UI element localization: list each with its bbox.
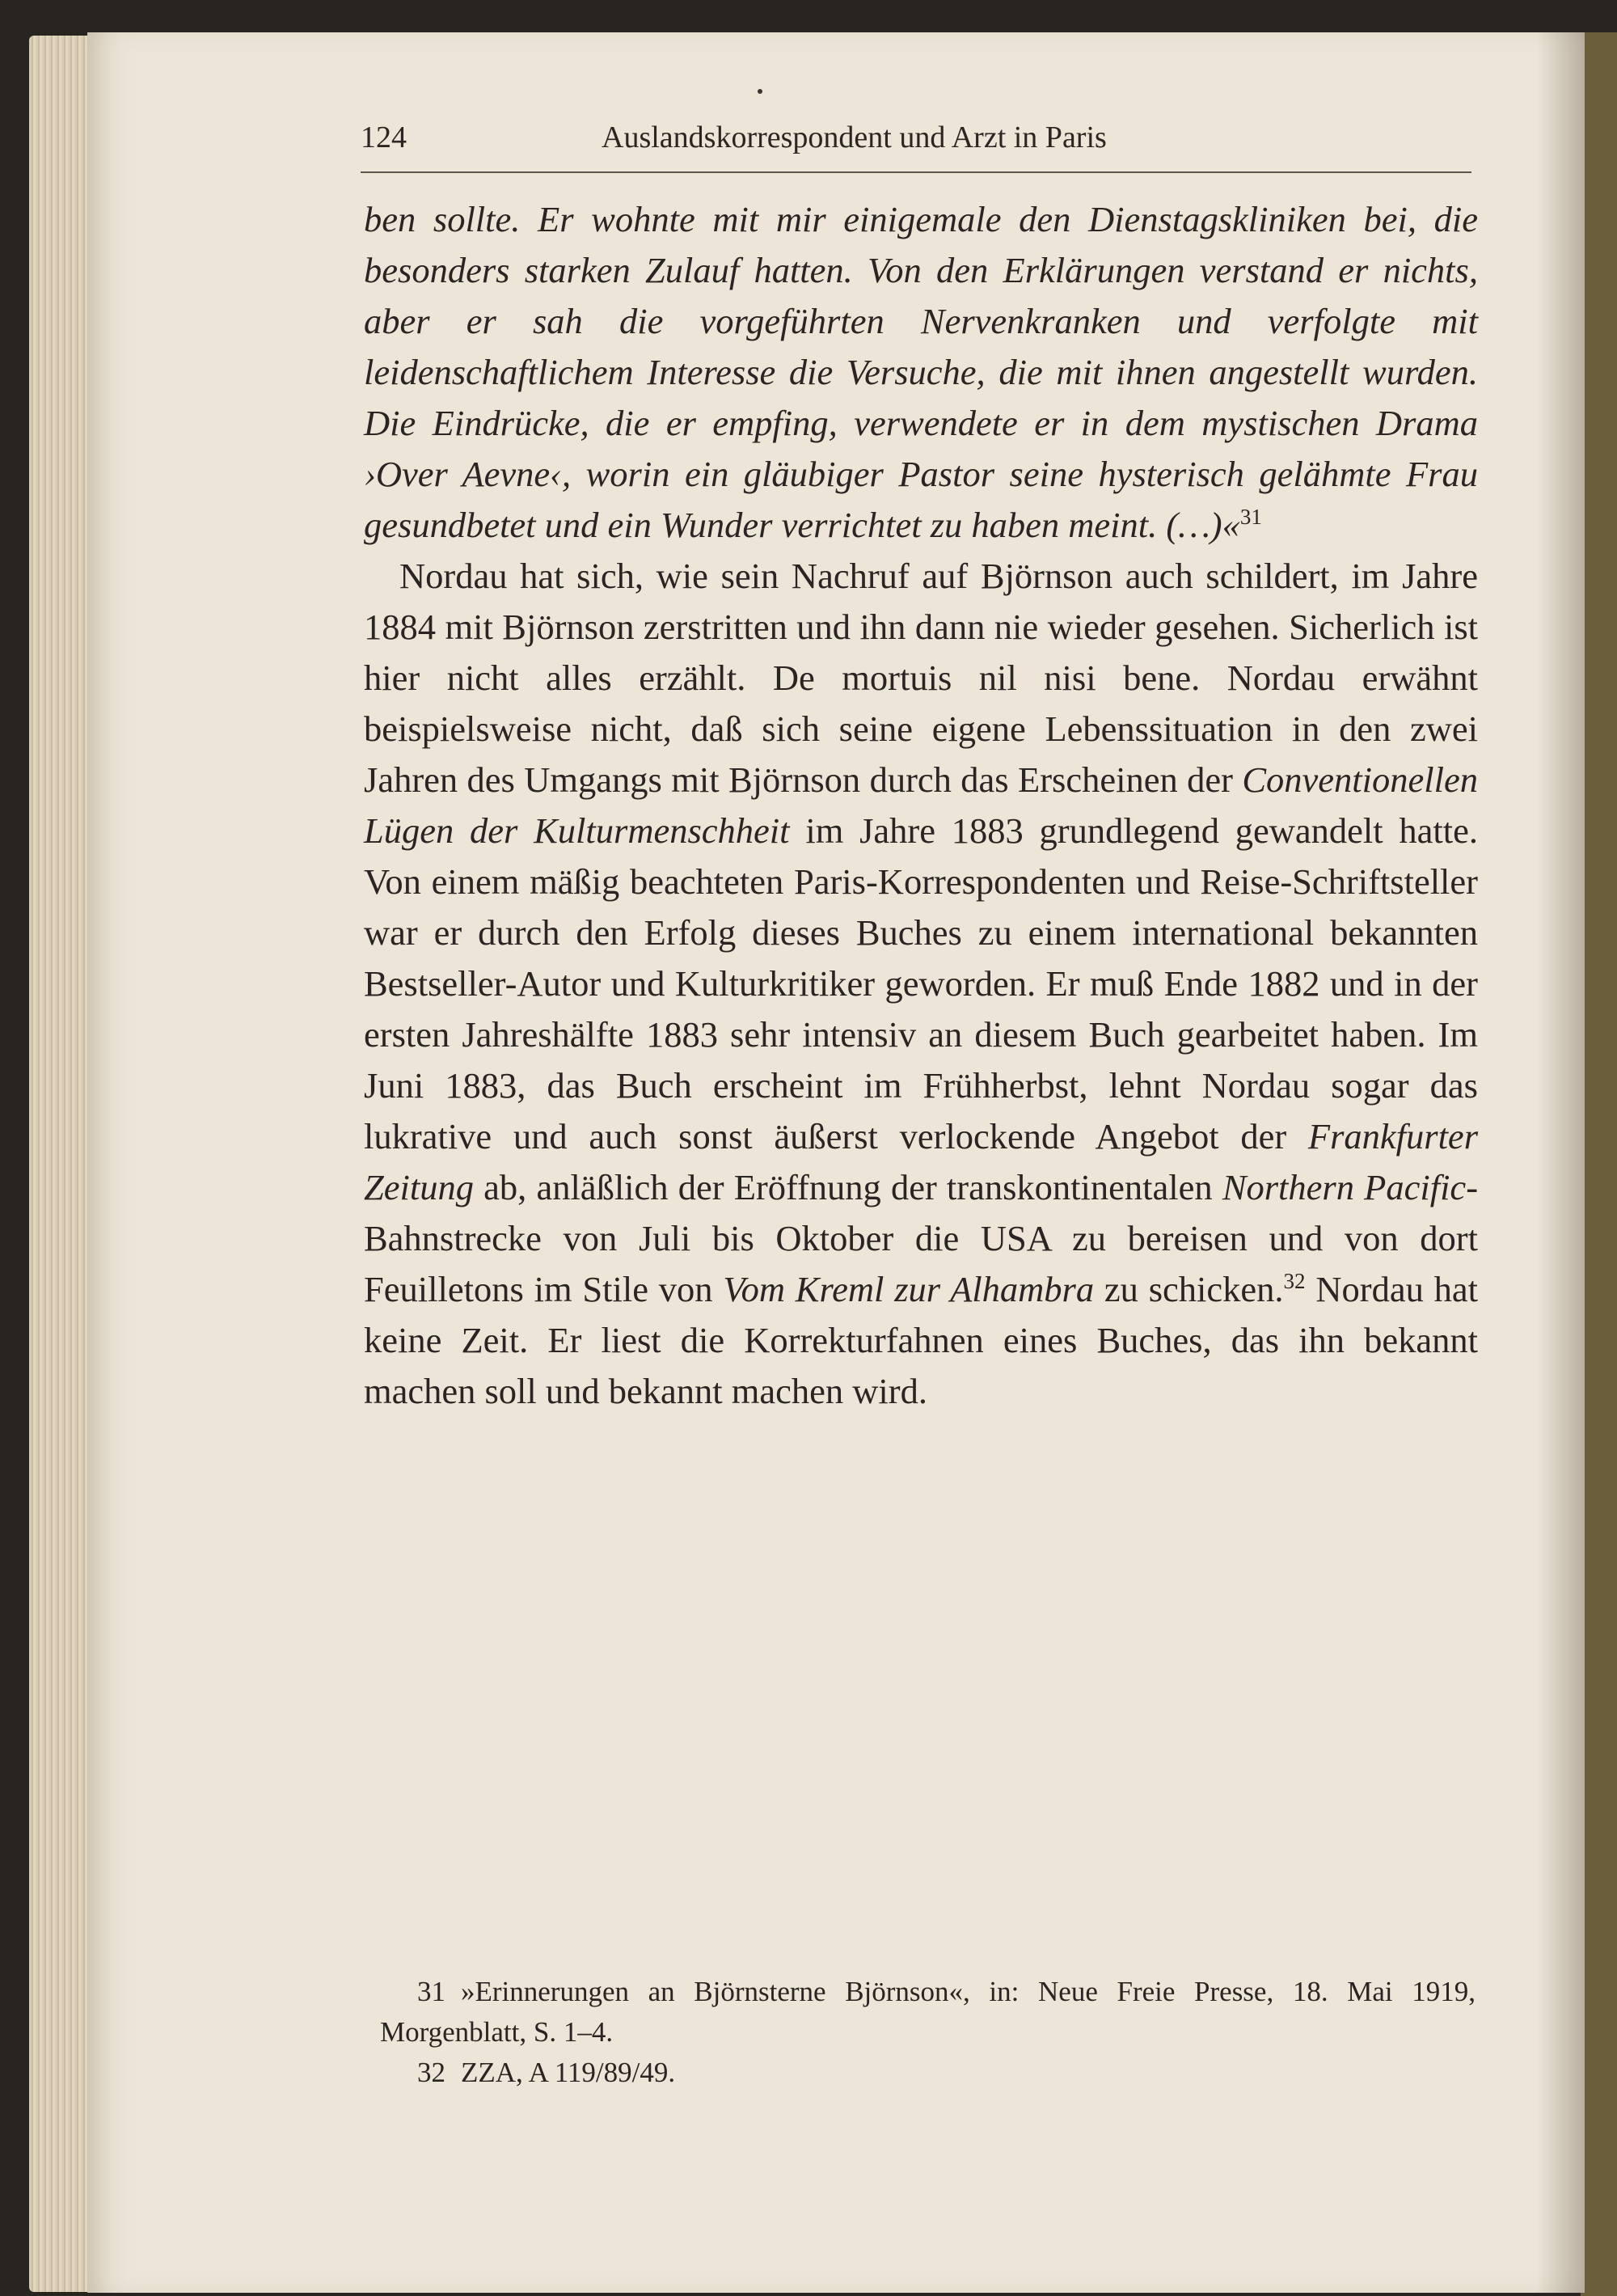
- footnote: [380, 1972, 1476, 2053]
- footnote-text: »Erinnerungen an Björnsterne Björnson«, in: Neue Freie Presse, 18. Mai 1919, Morgenblatt, S. 1–4.: [380, 1976, 1476, 2048]
- newspaper-title-italic: Frankfurter Zeitung: [364, 1116, 1479, 1207]
- running-head: [361, 120, 1471, 173]
- print-mark: [758, 89, 762, 94]
- main-text: [364, 194, 1478, 1417]
- work-title-italic: Vom Kreml zur Alhambra: [723, 1269, 1095, 1309]
- paragraph-text: Nordau hat sich, wie sein Nachruf auf Björnson auch schildert, im Jahre 1884 mit Björnson zerstritten und ihn dann nie wieder gesehen. Sicherlich ist hier nicht alles erzählt. De mortuis nil nisi bene. Nordau erwähnt beispielsweise nicht, daß sich seine eigene Lebenssituation in den zwei Jahren des Umgangs mit Björnson durch das Erscheinen der: [364, 556, 1478, 800]
- paragraph-text: -Bahnstrecke von Juli bis Oktober die USA zu bereisen und von dort Feuilletons im Stile von: [364, 1167, 1479, 1309]
- footnote-number: 31: [417, 1976, 445, 2007]
- page-number: 124: [361, 121, 407, 154]
- paragraph-text: Nordau hat keine Zeit. Er liest die Korrekturfahnen eines Buches, das ihn bekannt machen soll und bekannt machen wird.: [364, 1269, 1478, 1411]
- footnote-reference-31: 31: [1239, 505, 1262, 530]
- paragraph-text: zu schicken.: [1104, 1269, 1284, 1309]
- running-head-title: Auslandskorrespondent und Arzt in Paris: [602, 121, 1107, 154]
- footnote-reference-32: 32: [1283, 1269, 1306, 1294]
- paragraph-text: ab, anläßlich der Eröffnung der transkontinentalen: [483, 1167, 1213, 1207]
- page-gutter-shadow: [1536, 32, 1585, 2293]
- body-paragraph: [364, 551, 1478, 1417]
- footnote-text: ZZA, A 119/89/49.: [461, 2057, 676, 2088]
- footnotes: [380, 1972, 1476, 2093]
- paragraph-text: im Jahre 1883 grundlegend gewandelt hatte. Von einem mäßig beachteten Paris-Korrespondenten und Reise-Schriftsteller war er durch den Erfolg dieses Buches zu einem international bekannten Bestseller-Autor und Kulturkritiker geworden. Er muß Ende 1882 und in der ersten Jahreshälfte 1883 sehr intensiv an diesem Buch gearbeitet haben. Im Juni 1883, das Buch erscheint im Frühherbst, lehnt Nordau sogar das lukrative und auch sonst äußerst verlockende Angebot der: [364, 810, 1478, 1156]
- footnote-number: 32: [417, 2057, 445, 2088]
- book-cover-edge: [1581, 32, 1617, 2296]
- book-title-italic: Conventionellen Lügen der Kulturmenschheit: [364, 759, 1478, 851]
- footnote: [380, 2053, 1476, 2093]
- railway-name-italic: Northern Pacific: [1222, 1167, 1467, 1207]
- quoted-passage: [364, 194, 1478, 551]
- quote-text: ben sollte. Er wohnte mit mir einigemale den Dienstagskliniken bei, die besonders starken Zulauf hatten. Von den Erklärungen verstand er nichts, aber er sah die vorgeführten Nervenkranken und verfolgte mit leidenschaftlichem Interesse die Versuche, die mit ihnen angestellt wurden. Die Eindrücke, die er empfing, verwendete er in dem mystischen Drama ›Over Aevne‹, worin ein gläubiger Pastor seine hysterisch gelähmte Frau gesundbetet und ein Wunder verrichtet zu haben meint. (…)«: [364, 199, 1478, 545]
